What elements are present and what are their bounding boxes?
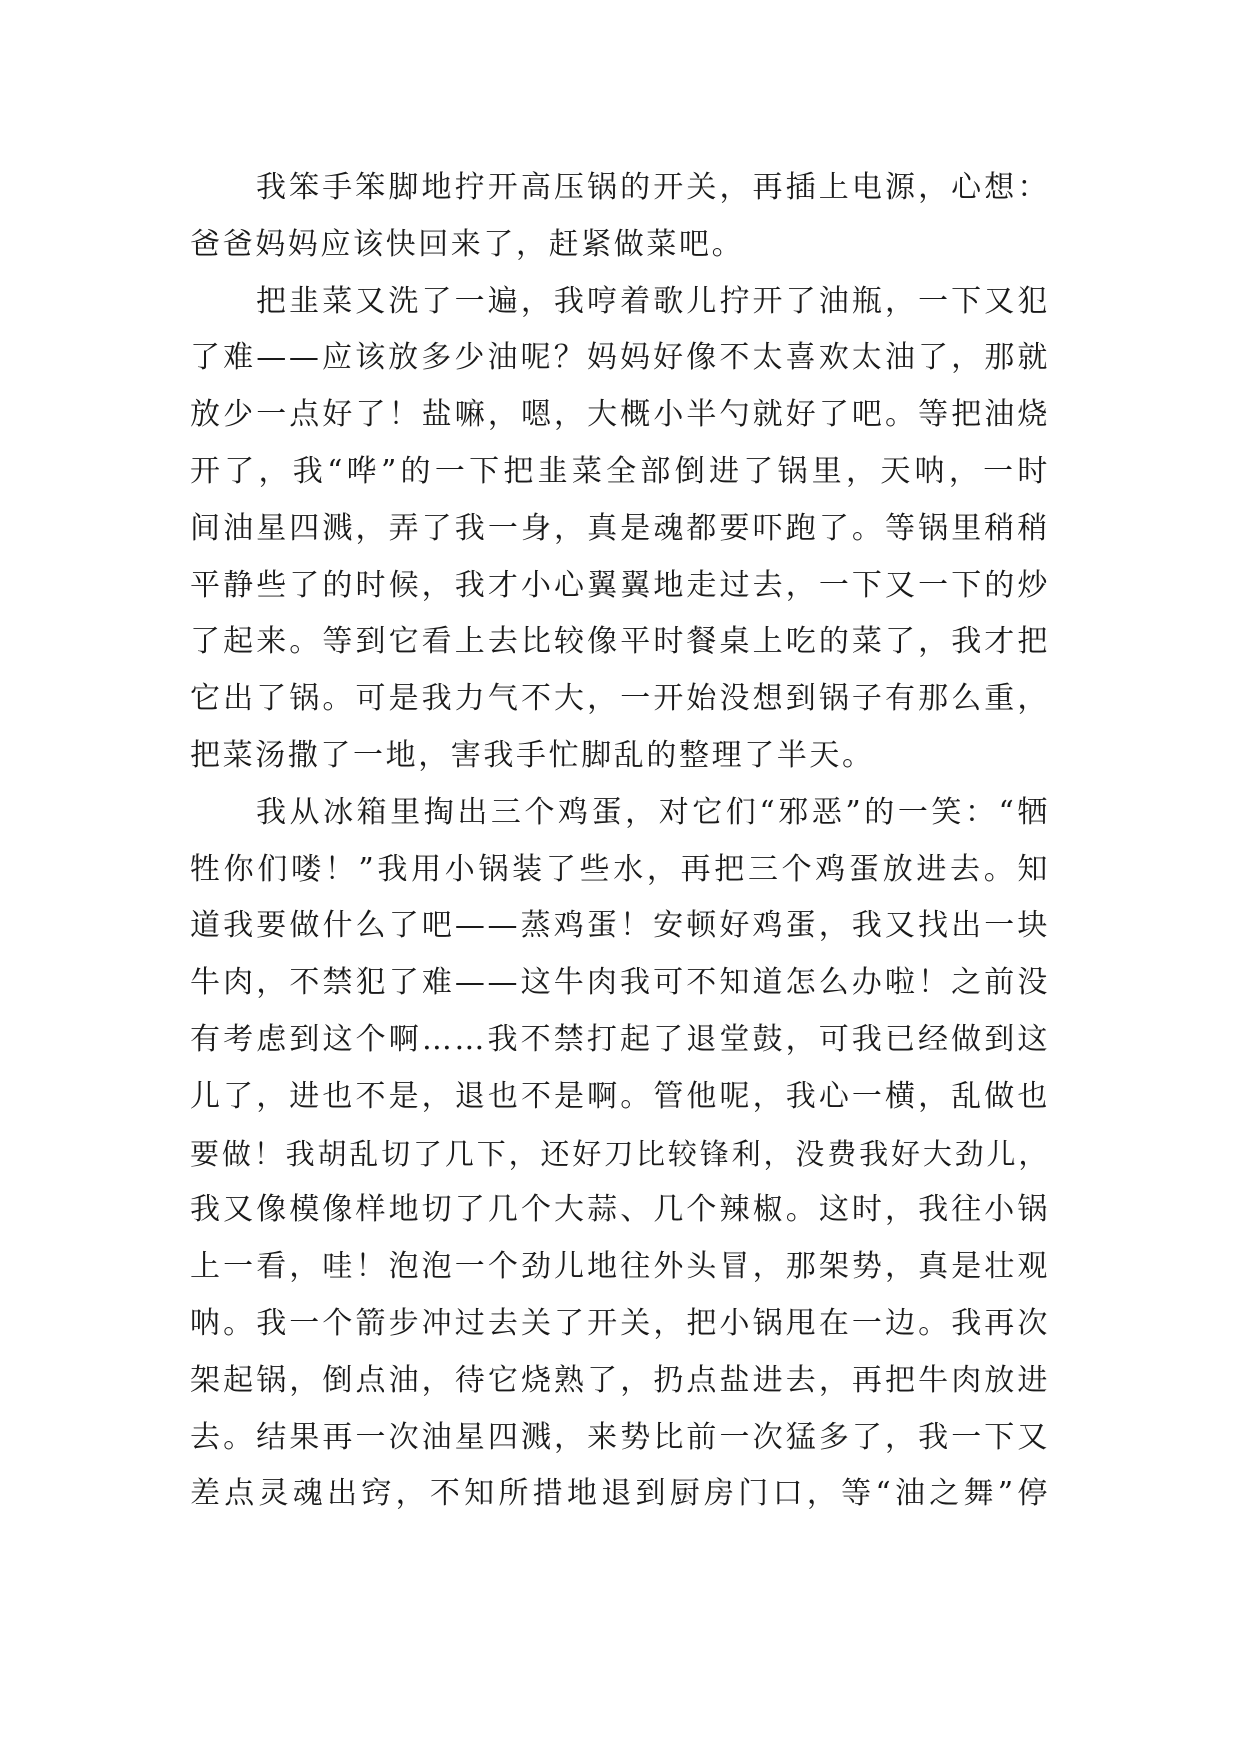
text-line: 了难——应该放多少油呢？妈妈好像不太喜欢太油了，那就 bbox=[190, 340, 1050, 376]
text-line: 架起锅，倒点油，待它烧熟了，扔点盐进去，再把牛肉放进 bbox=[190, 1362, 1050, 1398]
text-line: 我又像模像样地切了几个大蒜、几个辣椒。这时，我往小锅 bbox=[190, 1192, 1050, 1228]
text-line: 差点灵魂出窍，不知所措地退到厨房门口，等“油之舞”停 bbox=[190, 1476, 1050, 1512]
text-line: 去。结果再一次油星四溅，来势比前一次猛多了，我一下又 bbox=[190, 1419, 1050, 1455]
text-line: 开了，我“哗”的一下把韭菜全部倒进了锅里，天呐，一时 bbox=[190, 453, 1050, 489]
text-line: 爸爸妈妈应该快回来了，赶紧做菜吧。 bbox=[190, 226, 745, 262]
text-line: 了起来。等到它看上去比较像平时餐桌上吃的菜了，我才把 bbox=[190, 624, 1050, 660]
text-line: 它出了锅。可是我力气不大，一开始没想到锅子有那么重， bbox=[190, 681, 1050, 717]
text-line: 道我要做什么了吧——蒸鸡蛋！安顿好鸡蛋，我又找出一块 bbox=[190, 908, 1050, 944]
text-line: 上一看，哇！泡泡一个劲儿地往外头冒，那架势，真是壮观 bbox=[190, 1249, 1050, 1285]
text-line: 要做！我胡乱切了几下，还好刀比较锋利，没费我好大劲儿， bbox=[190, 1136, 1050, 1171]
text-line: 呐。我一个箭步冲过去关了开关，把小锅甩在一边。我再次 bbox=[190, 1305, 1050, 1341]
text-line: 牲你们喽！”我用小锅装了些水，再把三个鸡蛋放进去。知 bbox=[190, 851, 1050, 887]
text-line: 儿了，进也不是，退也不是啊。管他呢，我心一横，乱做也 bbox=[190, 1078, 1050, 1114]
text-line: 把韭菜又洗了一遍，我哼着歌儿拧开了油瓶，一下又犯 bbox=[256, 283, 1050, 319]
body-text bbox=[190, 160, 1050, 1523]
text-line: 平静些了的时候，我才小心翼翼地走过去，一下又一下的炒 bbox=[190, 567, 1050, 603]
text-line: 把菜汤撒了一地，害我手忙脚乱的整理了半天。 bbox=[190, 737, 875, 773]
text-line: 有考虑到这个啊……我不禁打起了退堂鼓，可我已经做到这 bbox=[190, 1021, 1050, 1057]
text-line: 我从冰箱里掏出三个鸡蛋，对它们“邪恶”的一笑：“牺 bbox=[256, 794, 1050, 830]
text-line: 放少一点好了！盐嘛，嗯，大概小半勺就好了吧。等把油烧 bbox=[190, 397, 1050, 433]
text-line: 我笨手笨脚地拧开高压锅的开关，再插上电源，心想： bbox=[256, 170, 1050, 205]
text-line: 牛肉，不禁犯了难——这牛肉我可不知道怎么办啦！之前没 bbox=[190, 965, 1050, 1001]
text-line: 间油星四溅，弄了我一身，真是魂都要吓跑了。等锅里稍稍 bbox=[190, 510, 1050, 546]
